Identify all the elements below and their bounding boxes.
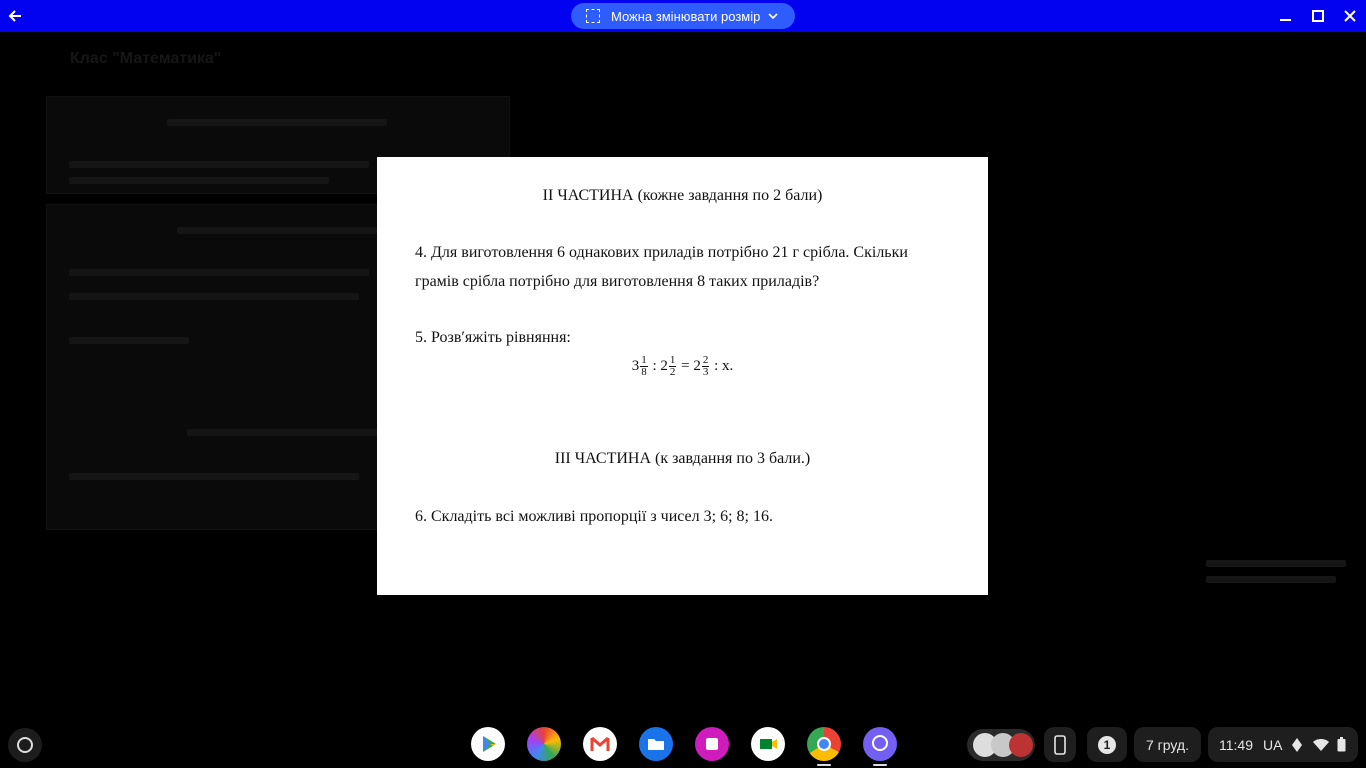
equation-tail: : x. [710,357,734,374]
equation [377,355,988,378]
running-indicator [873,764,887,766]
battery-icon [1337,737,1346,752]
date-label: 7 груд. [1145,736,1189,753]
maximize-icon[interactable] [1308,6,1328,26]
holding-space-thumbnails[interactable] [967,729,1035,761]
gmail-icon[interactable] [583,727,617,761]
keyboard-layout-label: UA [1263,736,1283,753]
wifi-icon [1313,738,1329,752]
minimize-icon[interactable] [1276,6,1296,26]
running-indicator [817,764,831,766]
stylus-icon [1290,737,1304,753]
part2-heading: II ЧАСТИНА (кожне завдання по 2 бали) [542,187,823,204]
fraction-3: $\frac{2}{3}$ [702,354,709,378]
equation-whole-3: 2 [693,357,701,374]
task-4-text: 4. Для виготовлення 6 однакових приладів потрібно 21 г срібла. Скільки грамів срібла потрібно для виготовлення 8 таких приладів? [415,244,908,290]
launcher-circle-icon[interactable] [8,728,42,762]
resize-mode-label: Можна змінювати розмір [611,8,761,24]
arrow-left-icon[interactable] [6,6,26,26]
background-class-title: Клас "Математика" [70,50,222,67]
chevron-down-icon [768,11,778,21]
notification-count: 1 [1098,736,1116,754]
photo-editor-icon[interactable] [695,727,729,761]
equation-whole-2: 2 [660,357,668,374]
time-label: 11:49 [1219,736,1253,753]
phone-hub-icon[interactable] [1044,727,1076,762]
resize-dashed-square-icon [586,9,600,23]
gallery-icon[interactable] [527,727,561,761]
window-titlebar [0,0,1366,32]
equation-op-divide: : [648,357,661,374]
google-meet-icon[interactable] [751,727,785,761]
equation-equals: = [677,357,694,374]
equation-whole-1: 3 [631,357,640,374]
task-6-text: 6. Складіть всі можливі пропорції з чисел 3; 6; 8; 16. [415,508,773,525]
date-tray-button[interactable] [1134,727,1201,762]
fraction-2: $\frac{1}{2}$ [669,354,676,378]
task-image [377,157,988,595]
task-5-text: 5. Розв′яжіть рівняння: [415,329,571,346]
notification-center-button[interactable] [1087,727,1127,762]
fraction-1: $\frac{1}{8}$ [641,354,647,378]
chrome-icon[interactable] [807,727,841,761]
system-shelf [0,722,1366,768]
files-icon[interactable] [639,727,673,761]
resize-mode-button[interactable] [571,3,795,29]
part3-heading: III ЧАСТИНА (к завдання по 3 бали.) [554,450,811,467]
status-area-button[interactable] [1208,727,1358,762]
close-icon[interactable] [1340,6,1360,26]
viber-icon[interactable] [863,727,897,761]
play-store-icon[interactable] [471,727,505,761]
